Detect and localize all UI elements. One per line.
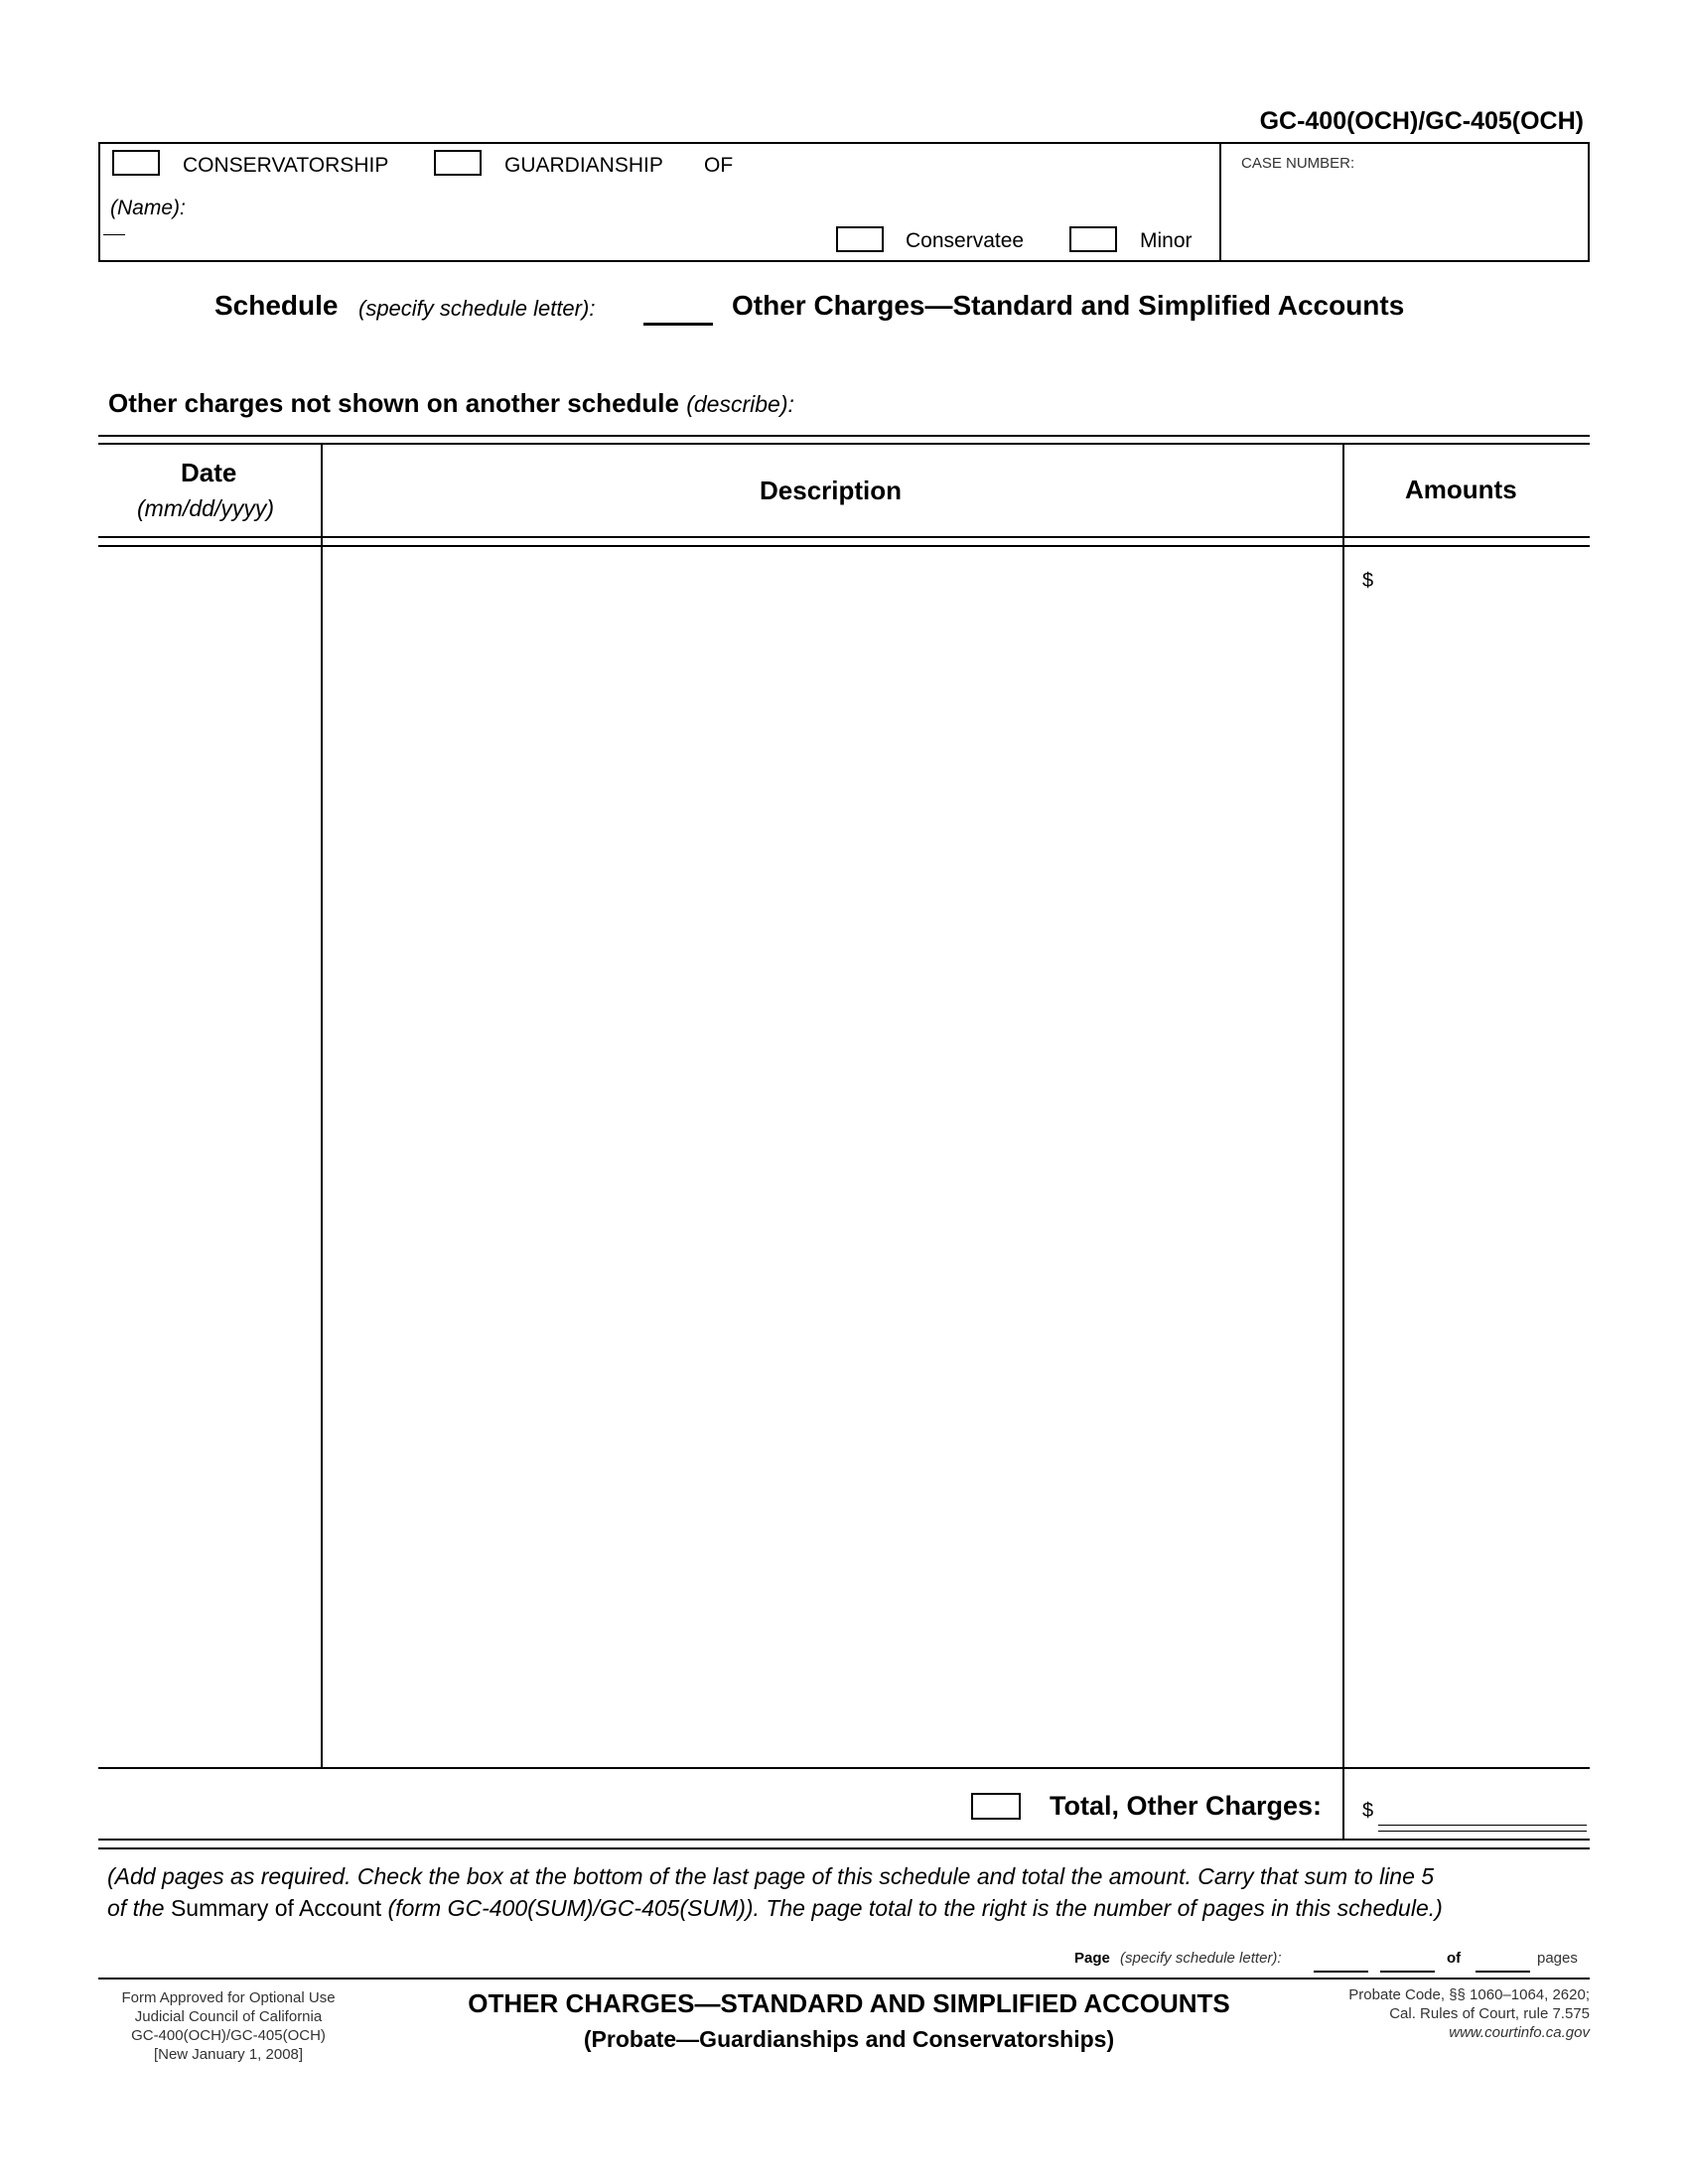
conservatee-checkbox[interactable] bbox=[836, 226, 884, 252]
guardianship-checkbox[interactable] bbox=[434, 150, 482, 176]
date-column-header: Date bbox=[181, 458, 237, 487]
total-pages-field[interactable] bbox=[1476, 1971, 1530, 1973]
footer-left-line-2: Judicial Council of California bbox=[134, 2008, 323, 2025]
total-dollar-sign: $ bbox=[1362, 1800, 1374, 1822]
schedule-label: Schedule bbox=[214, 290, 339, 321]
table-top-rule-1 bbox=[98, 435, 1590, 437]
footer-right bbox=[1292, 1985, 1590, 2042]
caption-divider bbox=[1219, 142, 1221, 262]
description-column-header: Description bbox=[760, 476, 903, 505]
of-label: OF bbox=[704, 154, 734, 177]
page-letter-field[interactable] bbox=[1314, 1971, 1368, 1973]
amount-column-divider bbox=[1342, 445, 1344, 1841]
instructions-line-2 bbox=[107, 1895, 1443, 1922]
total-bottom-rule-2 bbox=[98, 1847, 1590, 1849]
intro-hint: (describe): bbox=[686, 391, 794, 417]
date-column-divider bbox=[321, 445, 323, 1768]
schedule-letter-field[interactable] bbox=[643, 323, 713, 326]
page-label: Page bbox=[1074, 1950, 1110, 1967]
total-underline-1 bbox=[1378, 1825, 1587, 1826]
date-entry-area[interactable] bbox=[100, 548, 319, 1765]
amount-dollar-sign: $ bbox=[1362, 570, 1374, 592]
conservatorship-checkbox[interactable] bbox=[112, 150, 160, 176]
footer-subtitle: (Probate—Guardianships and Conservatorships) bbox=[583, 2026, 1115, 2052]
instructions-summary-of-account: Summary of Account bbox=[170, 1895, 382, 1921]
footer-left-line-4: [New January 1, 2008] bbox=[153, 2046, 304, 2063]
footer-left bbox=[98, 1988, 358, 2064]
schedule-hint: (specify schedule letter): bbox=[358, 296, 596, 321]
schedule-title: Other Charges—Standard and Simplified Accounts bbox=[732, 290, 1405, 321]
intro-text bbox=[108, 388, 794, 419]
total-amount-field[interactable] bbox=[1378, 1775, 1587, 1825]
name-field[interactable] bbox=[228, 189, 824, 222]
instructions-line-2-part-3: (form GC-400(SUM)/GC-405(SUM)). The page total to the right is the number of pages in this schedule.) bbox=[381, 1895, 1443, 1921]
page-of-label: of bbox=[1447, 1950, 1462, 1967]
instructions-line-2-part-1: of the bbox=[107, 1895, 171, 1921]
footer-right-line-1: Probate Code, §§ 1060–1064, 2620; bbox=[1348, 1986, 1590, 2003]
intro-main: Other charges not shown on another schedule bbox=[108, 388, 679, 418]
footer-rule bbox=[98, 1978, 1590, 1979]
amount-entry-area[interactable] bbox=[1380, 548, 1587, 1765]
conservatorship-label: CONSERVATORSHIP bbox=[183, 154, 389, 177]
date-column-subheader: (mm/dd/yyyy) bbox=[137, 495, 274, 521]
total-bottom-rule-1 bbox=[98, 1839, 1590, 1841]
footer-title: OTHER CHARGES—STANDARD AND SIMPLIFIED ACCOUNTS bbox=[468, 1988, 1230, 2018]
case-number-label: CASE NUMBER: bbox=[1241, 155, 1355, 172]
form-number: GC-400(OCH)/GC-405(OCH) bbox=[1259, 107, 1584, 135]
footer-center bbox=[397, 1988, 1301, 2053]
page-number-field[interactable] bbox=[1380, 1971, 1435, 1973]
page-hint: (specify schedule letter): bbox=[1120, 1950, 1282, 1967]
total-underline-2 bbox=[1378, 1831, 1587, 1832]
amounts-column-header: Amounts bbox=[1405, 475, 1517, 504]
name-dash bbox=[103, 234, 125, 235]
footer-left-line-3: GC-400(OCH)/GC-405(OCH) bbox=[131, 2027, 326, 2044]
instructions-line-1: (Add pages as required. Check the box at the bottom of the last page of this schedule and total the amount. Carry that sum to line 5 bbox=[107, 1863, 1435, 1889]
pages-label: pages bbox=[1537, 1950, 1578, 1967]
footer-website: www.courtinfo.ca.gov bbox=[1449, 2024, 1590, 2041]
description-entry-area[interactable] bbox=[324, 548, 1340, 1765]
footer-left-line-1: Form Approved for Optional Use bbox=[121, 1989, 336, 2006]
minor-label: Minor bbox=[1140, 229, 1193, 252]
name-label: (Name): bbox=[110, 197, 186, 219]
conservatee-label: Conservatee bbox=[906, 229, 1025, 252]
total-label: Total, Other Charges: bbox=[1050, 1791, 1323, 1821]
minor-checkbox[interactable] bbox=[1069, 226, 1117, 252]
footer-right-line-2: Cal. Rules of Court, rule 7.575 bbox=[1389, 2005, 1590, 2022]
last-page-checkbox[interactable] bbox=[971, 1793, 1021, 1820]
case-number-field[interactable] bbox=[1231, 179, 1579, 254]
guardianship-label: GUARDIANSHIP bbox=[504, 154, 663, 177]
